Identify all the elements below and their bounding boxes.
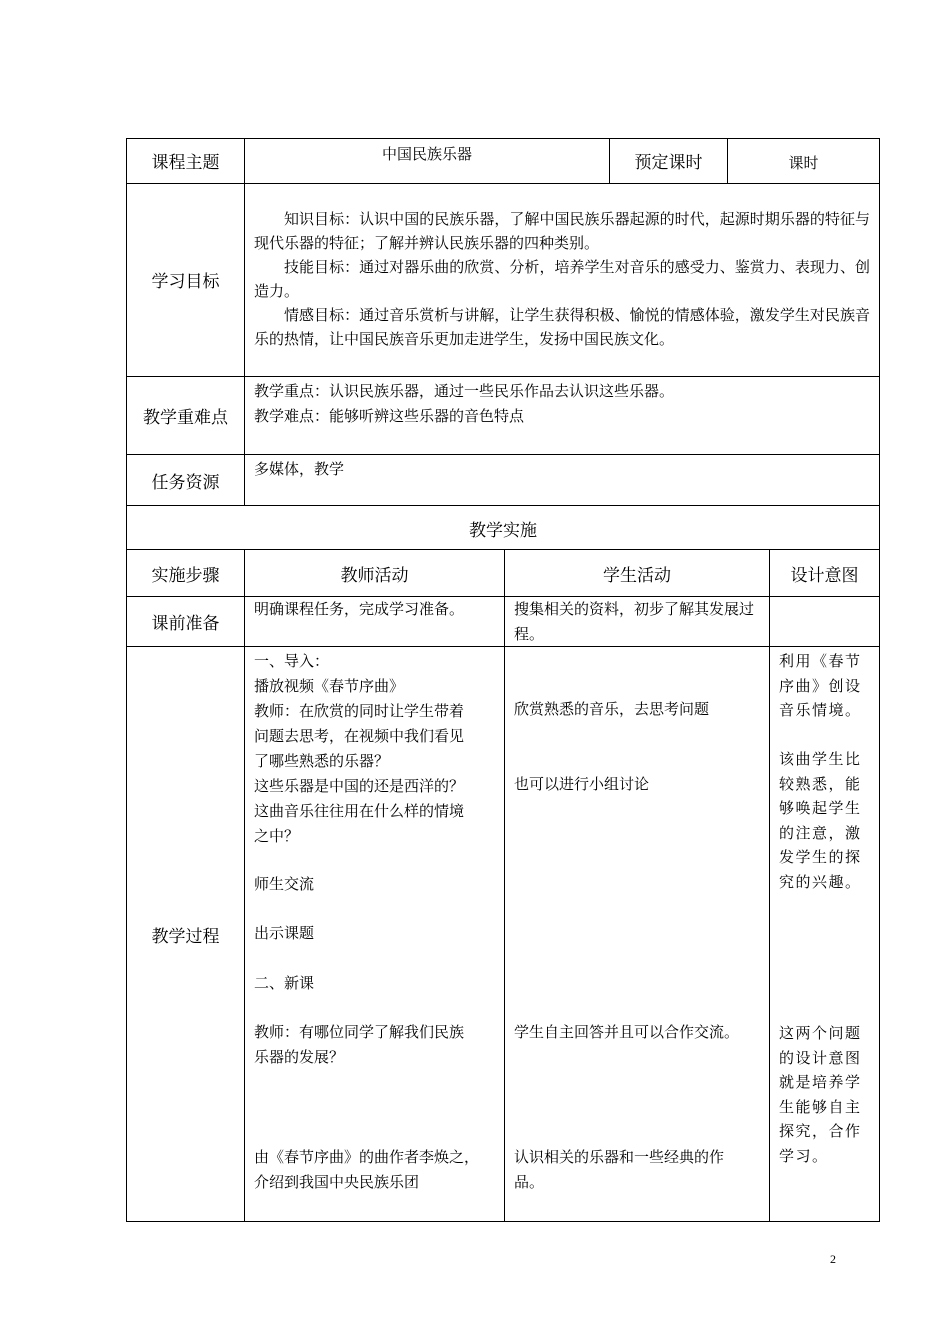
hours-value: 课时 (788, 154, 819, 172)
row-line-4 (126, 505, 880, 506)
teacher-line: 乐器的发展？ (254, 1048, 345, 1066)
design-line: 序曲》创设 (779, 676, 862, 695)
teaching-focus: 教学重点：认识民族乐器，通过一些民乐作品去认识这些乐器。 (254, 382, 675, 400)
design-line: 究的兴趣。 (779, 872, 862, 891)
column-header-student: 学生活动 (603, 566, 671, 586)
design-block-1 (779, 649, 877, 723)
preparation-label: 课前准备 (151, 614, 220, 634)
student-appreciate: 欣赏熟悉的音乐，去思考问题 (514, 700, 710, 718)
row-line-2 (126, 376, 880, 377)
teaching-difficulty: 教学难点：能够听辨这些乐器的音色特点 (254, 407, 525, 425)
teacher-show-title: 出示课题 (254, 924, 315, 942)
emotion-objective: 情感目标：通过音乐赏析与讲解，让学生获得积极、愉悦的情感体验，激发学生对民族音乐的热情，让中国民族音乐更加走进学生，发扬中国民族文化。 (254, 306, 870, 348)
preparation-teacher: 明确课程任务，完成学习准备。 (254, 600, 465, 618)
teacher-line: 由《春节序曲》的曲作者李焕之， (254, 1148, 480, 1166)
label-column-divider-lower (244, 549, 245, 1222)
label-column-divider (244, 138, 245, 506)
resources-value: 多媒体，教学 (254, 460, 345, 478)
design-line: 该曲学生比 (779, 750, 862, 768)
teacher-line: 了哪些熟悉的乐器？ (254, 752, 390, 770)
table-border-right (879, 138, 880, 1222)
row-line-7 (126, 646, 880, 647)
design-line: 生能够自主 (779, 1097, 862, 1116)
teacher-line: 播放视频《春节序曲》 (254, 677, 405, 695)
design-line: 发学生的探 (779, 848, 862, 866)
row-line-5 (126, 549, 880, 550)
student-line: 品。 (514, 1173, 545, 1191)
design-block-3 (779, 1021, 877, 1168)
design-block-2 (779, 747, 877, 894)
teacher-line: 教师：在欣赏的同时让学生带着 (254, 702, 465, 720)
column-header-design: 设计意图 (790, 566, 859, 586)
process-label: 教学过程 (151, 927, 220, 947)
design-line: 探究，合作 (779, 1122, 862, 1140)
teacher-question-block (254, 1020, 502, 1070)
implementation-title: 教学实施 (469, 521, 537, 541)
table-border-bottom (126, 1221, 880, 1222)
design-line: 够唤起学生 (779, 799, 862, 817)
design-line: 学习。 (779, 1146, 829, 1165)
teacher-line: 介绍到我国中央民族乐团 (254, 1173, 420, 1191)
teacher-intro-block (254, 649, 502, 849)
teacher-student-divider (504, 549, 505, 1222)
design-line: 就是培养学 (779, 1073, 862, 1091)
teacher-line: 这曲音乐往往用在什么样的情境 (254, 802, 465, 820)
teacher-line: 之中？ (254, 827, 300, 845)
design-line: 的注意，激 (779, 823, 862, 842)
page-number: 2 (830, 1252, 836, 1266)
teacher-line: 教师：有哪位同学了解我们民族 (254, 1023, 465, 1041)
design-line: 利用《春节 (779, 652, 862, 670)
objectives-label: 学习目标 (151, 272, 220, 292)
column-header-step: 实施步骤 (151, 566, 220, 586)
preparation-student: 搜集相关的资料，初步了解其发展过程。 (514, 600, 755, 643)
teacher-line: 问题去思考，在视频中我们看见 (254, 727, 465, 745)
hours-label: 预定课时 (634, 153, 703, 173)
design-line: 较熟悉，能 (779, 774, 862, 793)
row-line-6 (126, 596, 880, 597)
row-line-3 (126, 454, 880, 455)
topic-label: 课程主题 (151, 153, 220, 173)
resources-label: 任务资源 (151, 473, 220, 493)
design-line: 这两个问题 (779, 1024, 862, 1042)
student-line: 认识相关的乐器和一些经典的作 (514, 1148, 725, 1166)
teacher-new-lesson: 二、新课 (254, 974, 315, 992)
student-design-divider (769, 549, 770, 1222)
row-line-1 (126, 183, 880, 184)
column-header-teacher: 教师活动 (340, 566, 409, 586)
design-line: 的设计意图 (779, 1048, 862, 1067)
objectives-text (254, 207, 870, 351)
table-border-left (126, 138, 127, 1222)
student-discuss: 也可以进行小组讨论 (514, 775, 650, 793)
teacher-line: 一、导入： (254, 652, 330, 670)
teacher-exchange: 师生交流 (254, 875, 315, 893)
student-recognize-block (514, 1145, 764, 1195)
teacher-composer-block (254, 1145, 502, 1195)
topic-value: 中国民族乐器 (381, 145, 472, 163)
student-answer: 学生自主回答并且可以合作交流。 (514, 1023, 740, 1041)
knowledge-objective: 知识目标：认识中国的民族乐器，了解中国民族乐器起源的时代，起源时期乐器的特征与现代乐器的特征；了解并辨认民族乐器的四种类别。 (254, 210, 870, 252)
skill-objective: 技能目标：通过对器乐曲的欣赏、分析，培养学生对音乐的感受力、鉴赏力、表现力、创造力。 (254, 258, 870, 300)
design-line: 音乐情境。 (779, 701, 862, 719)
table-border-top (126, 138, 880, 139)
key-points-label: 教学重难点 (143, 408, 228, 428)
teacher-line: 这些乐器是中国的还是西洋的？ (254, 777, 465, 795)
